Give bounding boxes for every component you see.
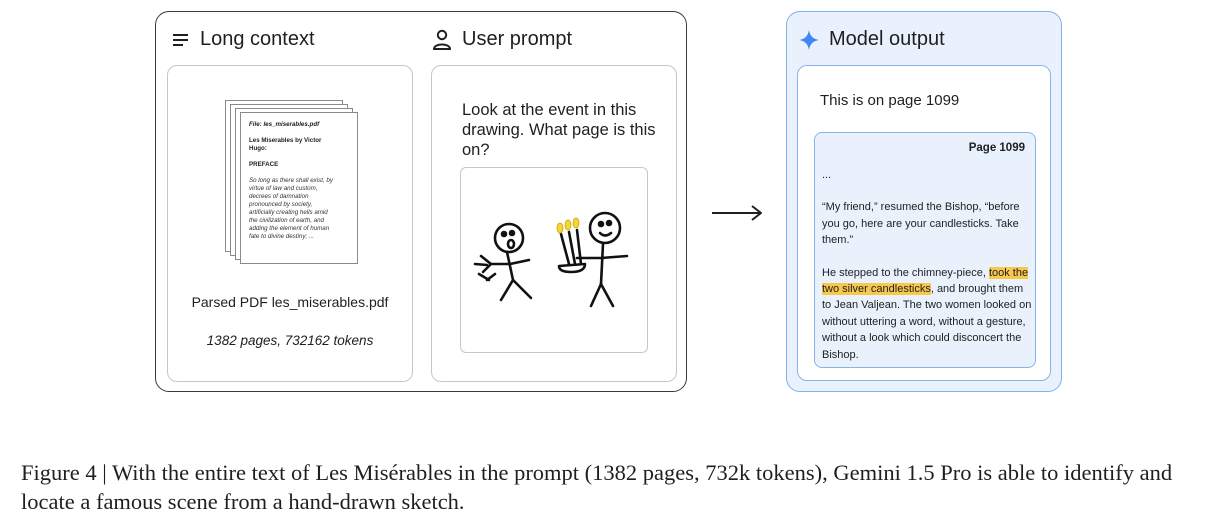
excerpt-ellipsis: ... (822, 169, 832, 181)
pdf-body-line: artificially creating hells amid (249, 209, 328, 216)
pdf-card (167, 65, 413, 382)
excerpt-text: He stepped to the chimney-piece, (822, 266, 989, 279)
long-context-header (172, 28, 315, 51)
figure-caption: Figure 4 | With the entire text of Les Misérables in the prompt (1382 pages, 732k tokens), Gemini 1.5 Pro is able to identify and locate a famous scene from a hand-drawn sketch. (21, 460, 1173, 514)
person-icon (432, 29, 452, 51)
pdf-preface: PREFACE (249, 161, 279, 168)
pdf-body-line: the civilization of earth, and (249, 217, 324, 224)
model-output-title: Model output (829, 28, 945, 50)
pdf-stats: 1382 pages, 732162 tokens (206, 333, 374, 348)
pdf-front-page (240, 112, 358, 264)
prompt-card (431, 65, 677, 382)
page-excerpt-card (814, 132, 1036, 368)
excerpt-paragraph (822, 265, 1032, 363)
pdf-name: Parsed PDF les_miserables.pdf (191, 294, 389, 310)
highlighted-text: took the two silver candlesticks (822, 266, 1029, 296)
pdf-body-line: decrees of damnation (249, 193, 309, 200)
pdf-title-line: Hugo: (249, 145, 267, 152)
user-prompt-title: User prompt (462, 28, 573, 50)
user-prompt-header (432, 28, 572, 51)
pdf-file-line: File: les_miserables.pdf (249, 121, 320, 128)
pdf-body-line: fate to divine destiny; ... (249, 233, 315, 240)
sketch-image (460, 167, 648, 353)
page-excerpt (822, 167, 1032, 363)
pdf-body-line: adding the element of human (249, 225, 330, 232)
excerpt-paragraph: “My friend,” resumed the Bishop, “before you go, here are your candlesticks. Take them.” (822, 201, 1020, 247)
right-arrow-icon (710, 204, 764, 227)
pdf-title-line: Les Miserables by Victor (249, 137, 322, 144)
model-answer: This is on page 1099 (820, 92, 960, 109)
stick-figure-sketch (461, 168, 647, 352)
menu-lines-icon (172, 33, 190, 47)
pdf-body-line: virtue of law and custom, (249, 185, 318, 192)
sparkle-icon (799, 30, 819, 50)
excerpt-text: , and brought them to Jean Valjean. The two women looked on without uttering a word, without a gesture, without a look which could disconcert the Bishop. (822, 283, 1032, 361)
pdf-body-line: So long as there shall exist, by (249, 177, 333, 184)
long-context-title: Long context (200, 28, 315, 50)
input-panel (155, 11, 687, 392)
page-label: Page 1099 (968, 142, 1025, 154)
model-output-header (799, 28, 945, 51)
prompt-text: Look at the event in this drawing. What page is this on? (462, 101, 656, 159)
output-card (797, 65, 1051, 381)
model-output-panel (786, 11, 1062, 392)
pdf-body-line: pronounced by society, (249, 201, 313, 208)
